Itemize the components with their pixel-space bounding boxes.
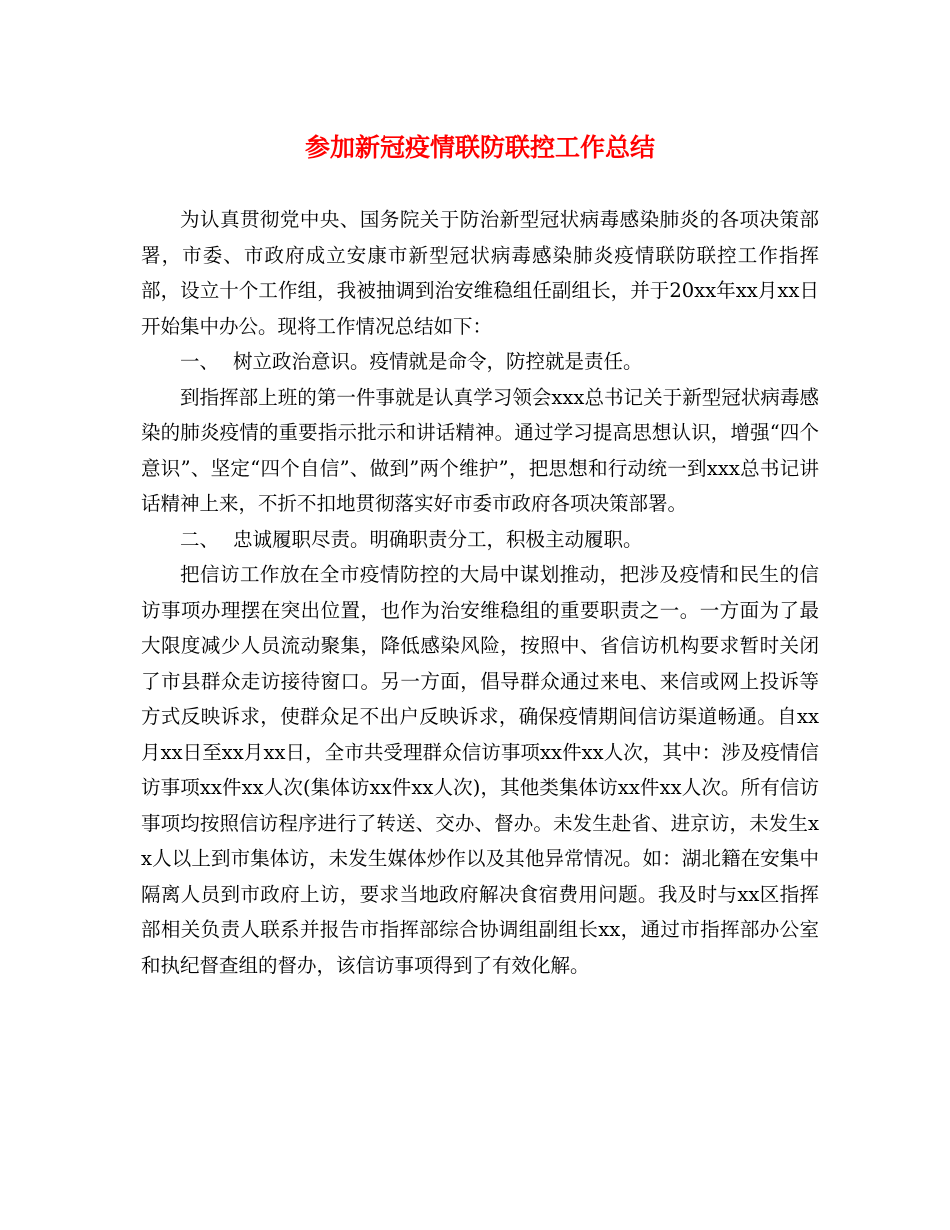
document-page [141,128,819,983]
section-2-heading-text: 忠诚履职尽责。明确职责分工，积极主动履职。 [233,527,643,551]
section-2-heading [141,522,819,558]
section-1-number: 一、 [180,350,220,373]
section-1-heading-text: 树立政治意识。疫情就是命令，防控就是责任。 [233,350,643,373]
section-1-paragraph: 到指挥部上班的第一件事就是认真学习领会xxx总书记关于新型冠状病毒感染的肺炎疫情的重要指示批示和讲话精神。通过学习提高思想认识，增强“四个意识”、坚定“四个自信”、做到”两个维护”，把思想和行动统一到xxx总书记讲话精神上来，不折不扣地贯彻落实好市委市政府各项决策部署。 [141,385,819,515]
intro-paragraph: 为认真贯彻党中央、国务院关于防治新型冠状病毒感染肺炎的各项决策部署，市委、市政府成立安康市新型冠状病毒感染肺炎疫情联防联控工作指挥部，设立十个工作组，我被抽调到治安维稳组任副组长，并于20xx年xx月xx日开始集中办公。现将工作情况总结如下： [141,208,819,338]
section-2-paragraph: 把信访工作放在全市疫情防控的大局中谋划推动，把涉及疫情和民生的信访事项办理摆在突出位置，也作为治安维稳组的重要职责之一。一方面为了最大限度减少人员流动聚集，降低感染风险，按照中、省信访机构要求暂时关闭了市县群众走访接待窗口。另一方面，倡导群众通过来电、来信或网上投诉等方式反映诉求，使群众足不出户反映诉求，确保疫情期间信访渠道畅通。自xx月xx日至xx月xx日，全市共受理群众信访事项xx件xx人次，其中：涉及疫情信访事项xx件xx人次(集体访xx件xx人次)，其他类集体访xx件xx人次。所有信访事项均按照信访程序进行了转送、交办、督办。未发生赴省、进京访，未发生xx人以上到市集体访，未发生媒体炒作以及其他异常情况。如：湖北籍在安集中隔离人员到市政府上访，要求当地政府解决食宿费用问题。我及时与xx区指挥部相关负责人联系并报告市指挥部综合协调组副组长xx，通过市指挥部办公室和执纪督查组的督办，该信访事项得到了有效化解。 [141,563,819,977]
section-2-number: 二、 [180,527,220,551]
document-title: 参加新冠疫情联防联控工作总结 [304,133,655,162]
section-1-heading [141,344,819,380]
